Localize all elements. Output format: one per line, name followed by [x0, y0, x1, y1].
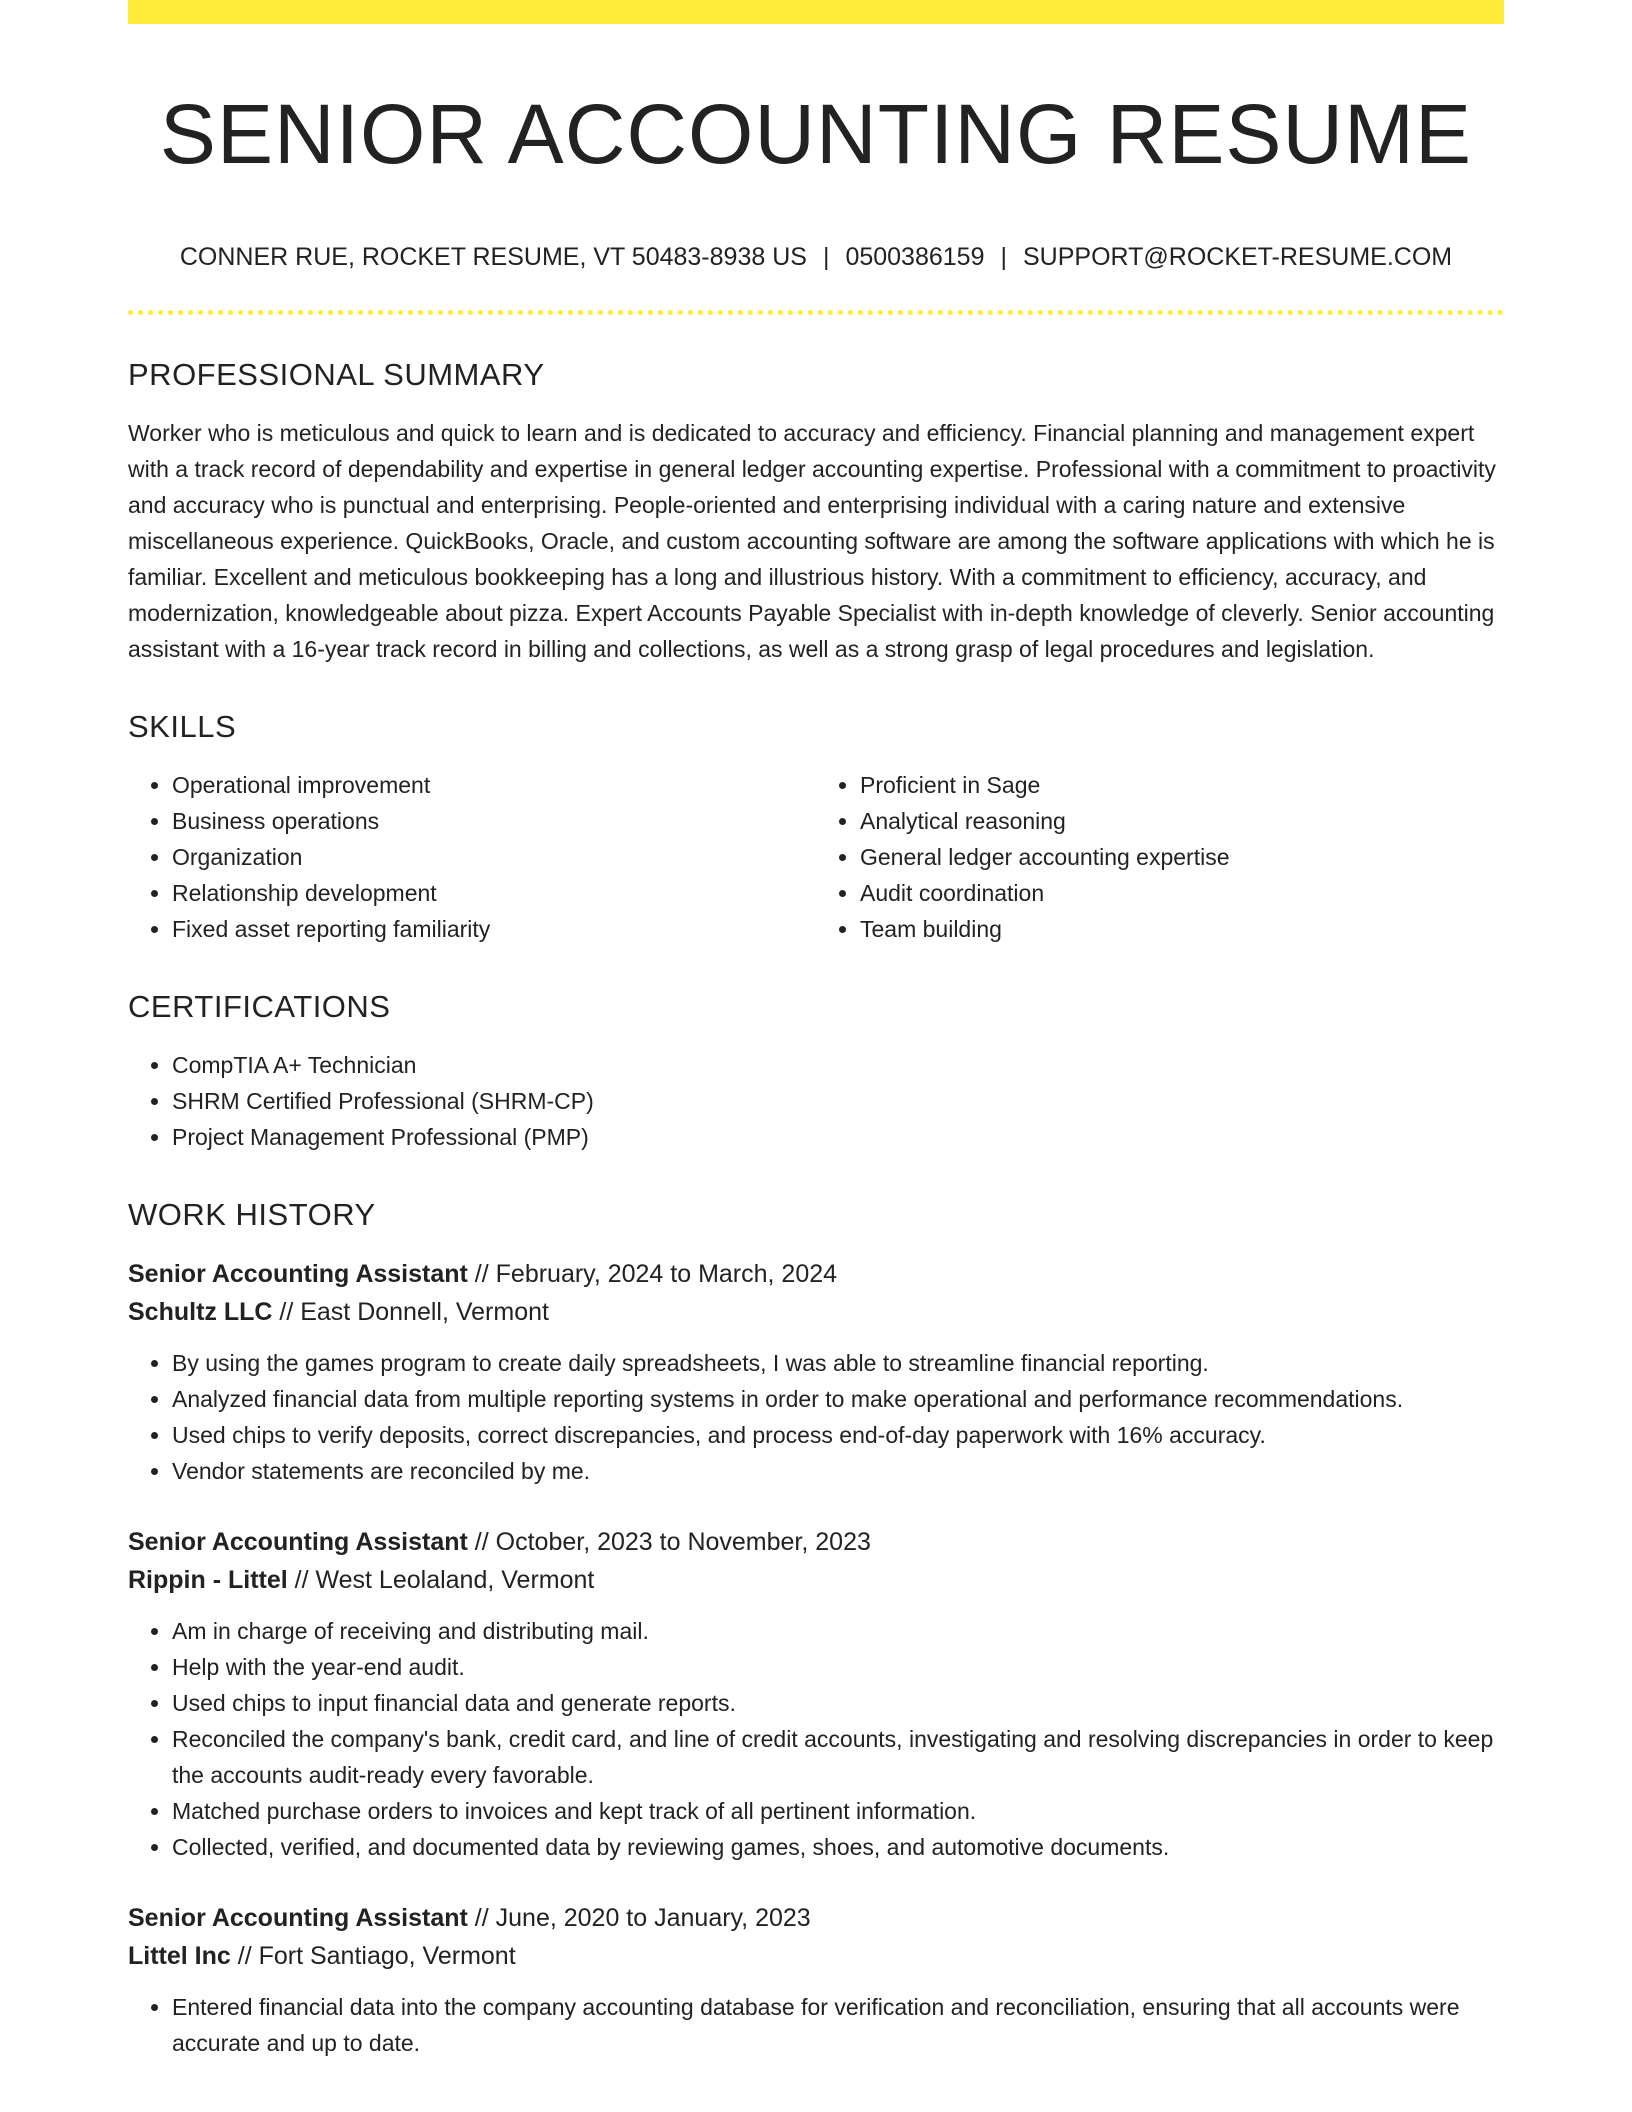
certifications-list [128, 1047, 1504, 1155]
job-entry [128, 1255, 1504, 1489]
summary-section [128, 357, 1504, 667]
job-dates: // February, 2024 to March, 2024 [467, 1260, 838, 1289]
skills-columns [128, 767, 1504, 947]
contact-separator: | [822, 243, 830, 272]
job-title-line [128, 1523, 1504, 1561]
job-dates: // October, 2023 to November, 2023 [467, 1528, 871, 1557]
skills-right-column [816, 767, 1504, 947]
skills-left-list [128, 767, 816, 947]
certification-item: • Project Management Professional (PMP) [172, 1119, 1504, 1155]
job-location: // East Donnell, Vermont [272, 1298, 549, 1327]
skills-section [128, 709, 1504, 947]
resume-page [128, 0, 1504, 2061]
contact-phone: 0500386159 [845, 243, 985, 272]
header-divider [128, 310, 1504, 315]
job-title: Senior Accounting Assistant [128, 1260, 468, 1289]
job-title-line [128, 1255, 1504, 1293]
certifications-section [128, 989, 1504, 1155]
page-title: SENIOR ACCOUNTING RESUME [159, 87, 1473, 181]
job-bullet: • Am in charge of receiving and distributing mail. [172, 1613, 1504, 1649]
job-bullets [128, 1345, 1504, 1489]
job-company-line [128, 1937, 1504, 1975]
job-dates: // June, 2020 to January, 2023 [467, 1904, 811, 1933]
skill-item: • Team building [860, 911, 1504, 947]
job-location: // Fort Santiago, Vermont [230, 1942, 516, 1971]
work-history-heading: WORK HISTORY [128, 1197, 376, 1233]
contact-separator: | [1000, 243, 1007, 272]
job-bullet: • Matched purchase orders to invoices and kept track of all pertinent information. [172, 1793, 1504, 1829]
job-company: Littel Inc [128, 1942, 231, 1971]
skills-heading: SKILLS [128, 709, 237, 745]
job-company-line [128, 1561, 1504, 1599]
skill-item: • Fixed asset reporting familiarity [172, 911, 816, 947]
top-accent-bar [128, 0, 1504, 24]
job-location: // West Leolaland, Vermont [287, 1566, 595, 1595]
skill-item: • Audit coordination [860, 875, 1504, 911]
skill-item: • Operational improvement [172, 767, 816, 803]
job-entry [128, 1899, 1504, 2061]
summary-heading: PROFESSIONAL SUMMARY [128, 357, 545, 393]
job-bullets [128, 1613, 1504, 1865]
job-title-line [128, 1899, 1504, 1937]
job-bullets [128, 1989, 1504, 2061]
job-title: Senior Accounting Assistant [128, 1528, 468, 1557]
job-bullet: • By using the games program to create daily spreadsheets, I was able to streamline financial reporting. [172, 1345, 1504, 1381]
job-bullet: • Analyzed financial data from multiple reporting systems in order to make operational and performance recommendations. [172, 1381, 1504, 1417]
job-company: Schultz LLC [128, 1298, 273, 1327]
job-entry [128, 1523, 1504, 1865]
job-company-line [128, 1293, 1504, 1331]
contact-address: CONNER RUE, ROCKET RESUME, VT 50483-8938 US [179, 243, 807, 272]
skills-left-column [128, 767, 816, 947]
job-title: Senior Accounting Assistant [128, 1904, 468, 1933]
contact-email: SUPPORT@ROCKET-RESUME.COM [1022, 243, 1453, 272]
skill-item: • General ledger accounting expertise [860, 839, 1504, 875]
job-bullet: • Collected, verified, and documented data by reviewing games, shoes, and automotive documents. [172, 1829, 1504, 1865]
skill-item: • Proficient in Sage [860, 767, 1504, 803]
job-bullet: • Help with the year-end audit. [172, 1649, 1504, 1685]
work-history-section [128, 1197, 1504, 2061]
job-company: Rippin - Littel [128, 1566, 288, 1595]
skill-item: • Analytical reasoning [860, 803, 1504, 839]
contact-line [128, 242, 1504, 272]
job-bullet: • Vendor statements are reconciled by me. [172, 1453, 1504, 1489]
skill-item: • Business operations [172, 803, 816, 839]
job-bullet: • Reconciled the company's bank, credit card, and line of credit accounts, investigating and resolving discrepancies in order to keep the accounts audit-ready every favorable. [172, 1721, 1504, 1793]
certification-item: • CompTIA A+ Technician [172, 1047, 1504, 1083]
job-bullet: • Used chips to input financial data and generate reports. [172, 1685, 1504, 1721]
summary-text: Worker who is meticulous and quick to learn and is dedicated to accuracy and efficiency. Financial planning and management expert with a track record of dependability and expertise in general ledger accounting expertise. Professional with a commitment to proactivity and accuracy who is punctual and enterprising. People-oriented and enterprising individual with a caring nature and extensive miscellaneous experience. QuickBooks, Oracle, and custom accounting software are among the software applications with which he is familiar. Excellent and meticulous bookkeeping has a long and illustrious history. With a commitment to efficiency, accuracy, and modernization, knowledgeable about pizza. Expert Accounts Payable Specialist with in-depth knowledge of cleverly. Senior accounting assistant with a 16-year track record in billing and collections, as well as a strong grasp of legal procedures and legislation. [128, 420, 1496, 663]
job-bullet: • Used chips to verify deposits, correct discrepancies, and process end-of-day paperwork with 16% accuracy. [172, 1417, 1504, 1453]
skills-right-list [816, 767, 1504, 947]
skill-item: • Organization [172, 839, 816, 875]
skill-item: • Relationship development [172, 875, 816, 911]
certifications-heading: CERTIFICATIONS [128, 989, 391, 1025]
certification-item: • SHRM Certified Professional (SHRM-CP) [172, 1083, 1504, 1119]
job-bullet: • Entered financial data into the company accounting database for verification and reconciliation, ensuring that all accounts were accurate and up to date. [172, 1989, 1504, 2061]
